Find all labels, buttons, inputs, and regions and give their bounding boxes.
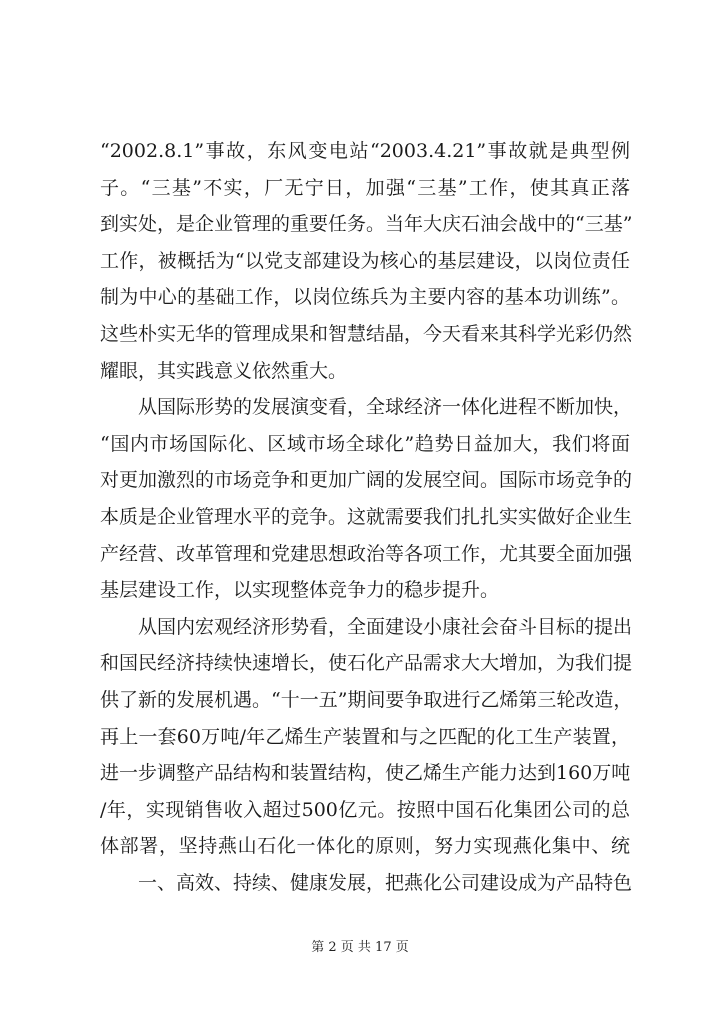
page-number-footer: 第 2 页 共 17 页	[311, 940, 409, 955]
text-line: 工作，被概括为“以党支部建设为核心的基层建设，以岗位责任	[100, 249, 630, 272]
text-line: 这些朴实无华的管理成果和智慧结晶，今天看来其科学光彩仍然	[100, 322, 633, 345]
paragraph-first-line: 从国际形势的发展演变看，全球经济一体化进程不断加快，	[138, 396, 633, 419]
body-text	[100, 133, 633, 901]
text-line: 供了新的发展机遇。“十一五”期间要争取进行乙烯第三轮改造，	[100, 688, 633, 711]
text-line: “国内市场国际化、区域市场全球化”趋势日益加大，我们将面	[100, 432, 630, 455]
text-line: “2002.8.1”事故，东风变电站“2003.4.21”事故就是典型例	[100, 140, 630, 162]
text-line: 制为中心的基础工作，以岗位练兵为主要内容的基本功训练”。	[100, 286, 630, 309]
paragraph-first-line: 从国内宏观经济形势看，全面建设小康社会奋斗目标的提出	[138, 615, 633, 638]
text-line: 体部署，坚持燕山石化一体化的原则，努力实现燕化集中、统	[100, 835, 630, 858]
text-line: 进一步调整产品结构和装置结构，使乙烯生产能力达到160万吨	[100, 762, 631, 785]
text-line: 本质是企业管理水平的竞争。这就需要我们扎扎实实做好企业生	[100, 505, 633, 528]
text-line: 产经营、改革管理和党建思想政治等各项工作，尤其要全面加强	[100, 542, 633, 565]
text-line: 再上一套60万吨/年乙烯生产装置和与之匹配的化工生产装置，	[100, 725, 630, 748]
text-line: 耀眼，其实践意义依然重大。	[100, 359, 348, 382]
text-line: 基层建设工作，以实现整体竞争力的稳步提升。	[100, 579, 500, 602]
text-line: 到实处，是企业管理的重要任务。当年大庆石油会战中的“三基”	[100, 213, 633, 236]
text-line: 和国民经济持续快速增长，使石化产品需求大大增加，为我们提	[100, 652, 633, 675]
paragraph-first-line: 一、高效、持续、健康发展，把燕化公司建设成为产品特色	[138, 871, 633, 894]
text-line: /年，实现销售收入超过500亿元。按照中国石化集团公司的总	[100, 798, 630, 821]
text-line: 子。“三基”不实，厂无宁日，加强“三基”工作，使其真正落	[100, 176, 630, 199]
text-line: 对更加激烈的市场竞争和更加广阔的发展空间。国际市场竞争的	[100, 469, 633, 492]
